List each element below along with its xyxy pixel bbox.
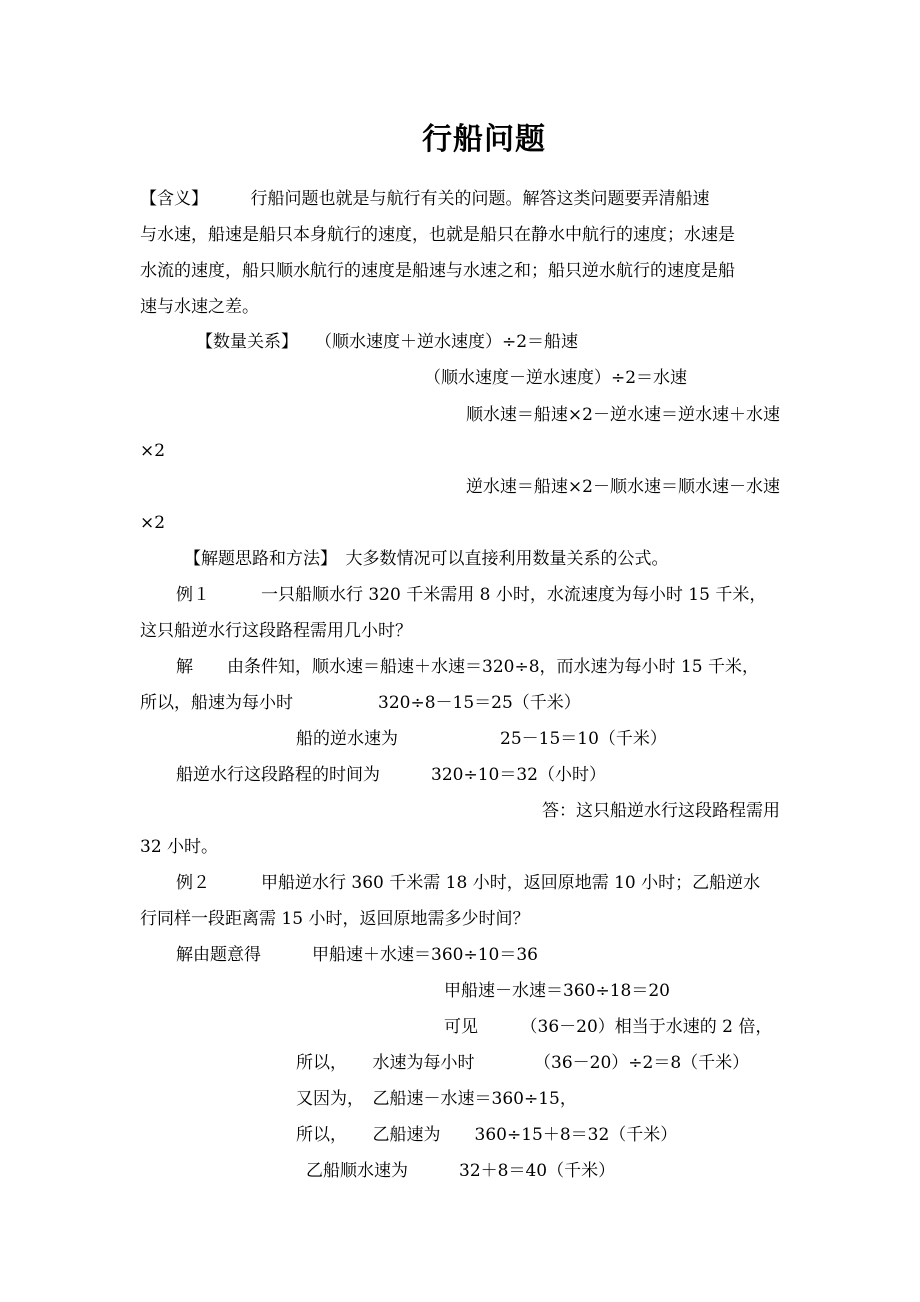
paragraph-definition-line-4: 速与水速之差。 [140, 297, 259, 317]
formula-upstream: 逆水速＝船速×2－顺水速＝顺水速－水速 [465, 477, 780, 497]
solution-2-line-7: 乙船顺水速为 32＋8＝40（千米） [306, 1161, 616, 1181]
paragraph-definition-line-2: 与水速，船速是船只本身航行的速度，也就是船只在静水中航行的速度；水速是 [140, 225, 735, 245]
solution-2-line-4: 所以， 水速为每小时 （36－20）÷2＝8（千米） [296, 1053, 750, 1073]
solution-1-line-4: 船逆水行这段路程的时间为 320÷10＝32（小时） [176, 765, 606, 785]
example-1-line-2: 这只船逆水行这段路程需用几小时？ [140, 621, 412, 641]
formula-downstream: 顺水速＝船速×2－逆水速＝逆水速＋水速 [465, 405, 780, 425]
answer-1-line-2: 32 小时。 [140, 837, 219, 857]
answer-1-line-1: 答：这只船逆水行这段路程需用 [542, 801, 780, 821]
formula-water-speed: （顺水速度－逆水速度）÷2＝水速 [424, 368, 688, 388]
solution-2-line-5: 又因为， 乙船速－水速＝360÷15， [296, 1089, 577, 1109]
formula-downstream-cont: ×2 [140, 441, 166, 461]
solution-2-line-6: 所以， 乙船速为 360÷15＋8＝32（千米） [296, 1125, 678, 1145]
page-title: 行船问题 [422, 122, 546, 157]
formula-upstream-cont: ×2 [140, 513, 166, 533]
example-2-line-2: 行同样一段距离需 15 小时，返回原地需多少时间？ [140, 909, 530, 929]
solution-1-line-3: 船的逆水速为 25－15＝10（千米） [296, 729, 667, 749]
solution-2-line-2: 甲船速－水速＝360÷18＝20 [444, 981, 670, 1001]
paragraph-definition-line-3: 水流的速度，船只顺水航行的速度是船速与水速之和；船只逆水航行的速度是船 [140, 261, 735, 281]
solution-2-line-3: 可见 （36－20）相当于水速的 2 倍， [444, 1017, 773, 1037]
method-heading: 【解题思路和方法】 大多数情况可以直接利用数量关系的公式。 [184, 549, 669, 569]
example-2-line-1: 例２ 甲船逆水行 360 千米需 18 小时，返回原地需 10 小时；乙船逆水 [176, 873, 761, 893]
paragraph-definition-line-1: 【含义】 行船问题也就是与航行有关的问题。解答这类问题要弄清船速 [140, 189, 710, 209]
solution-2-line-1: 解由题意得 甲船速＋水速＝360÷10＝36 [176, 945, 538, 965]
example-1-line-1: 例１ 一只船顺水行 320 千米需用 8 小时，水流速度为每小时 15 千米， [176, 585, 767, 605]
solution-1-line-1: 解 由条件知，顺水速＝船速＋水速＝320÷8，而水速为每小时 15 千米， [176, 657, 759, 677]
solution-1-line-2: 所以，船速为每小时 320÷8－15＝25（千米） [140, 693, 581, 713]
formula-boat-speed: 【数量关系】 （顺水速度＋逆水速度）÷2＝船速 [196, 332, 579, 352]
